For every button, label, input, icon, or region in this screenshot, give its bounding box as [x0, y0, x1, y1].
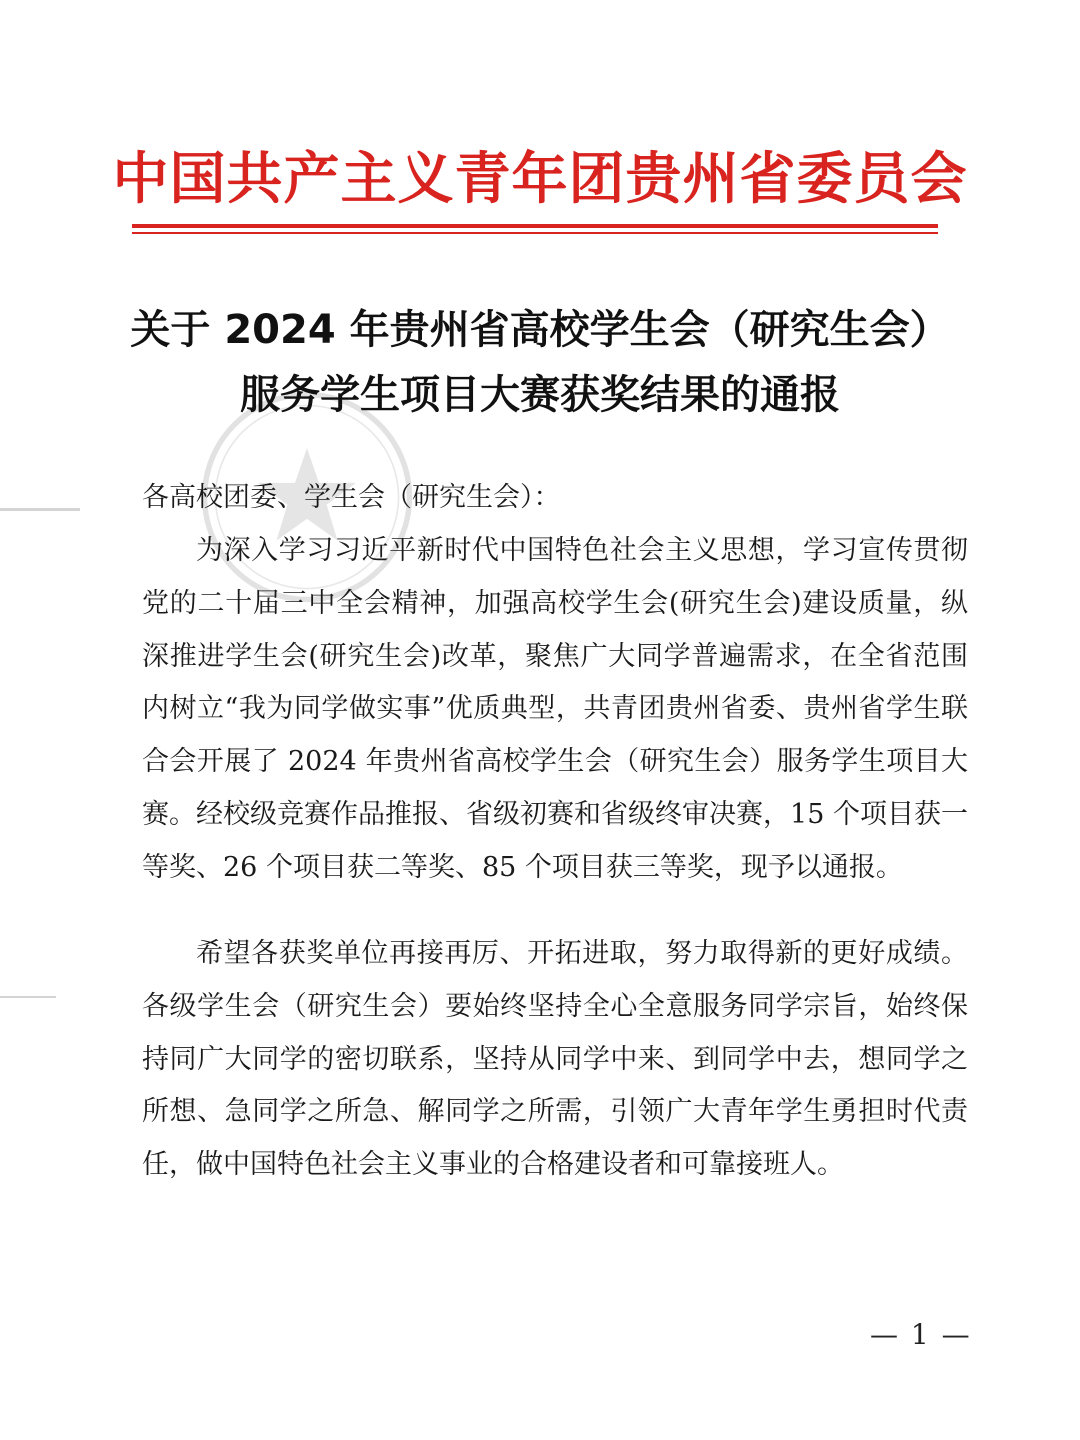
salutation: 各高校团委、学生会（研究生会）：: [142, 482, 561, 513]
scan-margin-mark: [0, 508, 80, 511]
letterhead-rule-thin: [132, 232, 938, 234]
body-paragraph: 希望各获奖单位再接再厉、开拓进取，努力取得新的更好成绩。各级学生会（研究生会）要始终坚持全心全意服务同学宗旨，始终保持同广大同学的密切联系，坚持从同学中来、到同学中去，想同学之所想、急同学之所急、解同学之所需，引领广大青年学生勇担时代责任，做中国特色社会主义事业的合格建设者和可靠接班人。: [142, 938, 968, 1181]
document-title-line-1: 关于 2024 年贵州省高校学生会（研究生会）: [130, 307, 950, 353]
document-title-line-2: 服务学生项目大赛获奖结果的通报: [240, 372, 840, 418]
letterhead-organization: 中国共产主义青年团贵州省委员会: [112, 147, 968, 212]
body-paragraph: 为深入学习习近平新时代中国特色社会主义思想，学习宣传贯彻党的二十届三中全会精神，加强高校学生会(研究生会)建设质量，纵深推进学生会(研究生会)改革，聚焦广大同学普遍需求，在全省范围内树立“我为同学做实事”优质典型，共青团贵州省委、贵州省学生联合会开展了 2024 年贵州省高校学生会（研究生会）服务学生项目大赛。经校级竞赛作品推报、省级初赛和省级终审决赛，15 个项目获一等奖、26 个项目获二等奖、85 个项目获三等奖，现予以通报。: [142, 535, 968, 883]
scan-margin-mark: [0, 996, 56, 998]
page-number: — 1 —: [870, 1318, 972, 1351]
letterhead-rule-thick: [132, 224, 938, 228]
